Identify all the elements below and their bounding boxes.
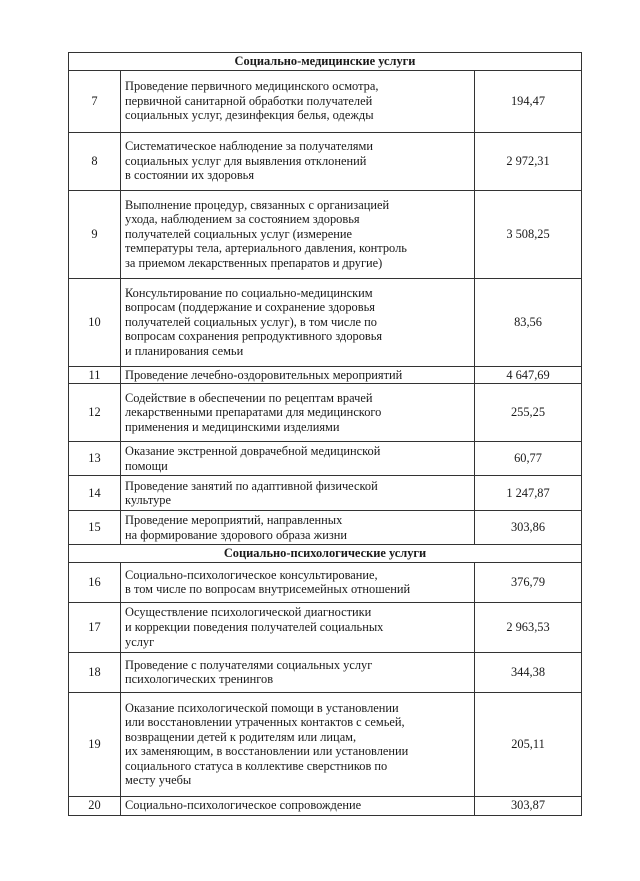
table-row xyxy=(69,190,582,278)
price-cell: 83,56 xyxy=(475,278,582,366)
row-number-cell: 19 xyxy=(69,692,121,796)
table-row xyxy=(69,602,582,652)
service-description-cell: Содействие в обеспечении по рецептам врачей лекарственными препаратами для медицинского применения и медицинскими изделиями xyxy=(121,384,475,442)
price-cell: 344,38 xyxy=(475,652,582,692)
table-row xyxy=(69,652,582,692)
table-row xyxy=(69,692,582,796)
services-table-body xyxy=(69,53,582,816)
service-description-cell: Оказание психологической помощи в установлении или восстановлении утраченных контактов с семьей, возвращении детей к родителям или лицам, их заменяющим, в восстановлении или установлении социального статуса в коллективе сверстников по месту учебы xyxy=(121,692,475,796)
table-row xyxy=(69,511,582,545)
table-row xyxy=(69,132,582,190)
price-cell: 2 972,31 xyxy=(475,132,582,190)
service-description-cell: Проведение с получателями социальных услуг психологических тренингов xyxy=(121,652,475,692)
row-number-cell: 9 xyxy=(69,190,121,278)
table-row xyxy=(69,796,582,815)
row-number-cell: 12 xyxy=(69,384,121,442)
price-cell: 194,47 xyxy=(475,70,582,132)
section-header-row xyxy=(69,53,582,71)
row-number-cell: 20 xyxy=(69,796,121,815)
table-row xyxy=(69,476,582,511)
table-row xyxy=(69,70,582,132)
table-row xyxy=(69,366,582,384)
price-cell: 205,11 xyxy=(475,692,582,796)
price-cell: 255,25 xyxy=(475,384,582,442)
row-number-cell: 7 xyxy=(69,70,121,132)
row-number-cell: 17 xyxy=(69,602,121,652)
row-number-cell: 15 xyxy=(69,511,121,545)
row-number-cell: 11 xyxy=(69,366,121,384)
row-number-cell: 18 xyxy=(69,652,121,692)
section-header-row xyxy=(69,545,582,563)
service-description-cell: Проведение первичного медицинского осмотра, первичной санитарной обработки получателей социальных услуг, дезинфекция белья, одежды xyxy=(121,70,475,132)
service-description-cell: Социально-психологическое сопровождение xyxy=(121,796,475,815)
price-cell: 303,87 xyxy=(475,796,582,815)
row-number-cell: 10 xyxy=(69,278,121,366)
table-row xyxy=(69,278,582,366)
service-description-cell: Проведение мероприятий, направленных на формирование здорового образа жизни xyxy=(121,511,475,545)
service-description-cell: Социально-психологическое консультирование, в том числе по вопросам внутрисемейных отношений xyxy=(121,562,475,602)
price-cell: 60,77 xyxy=(475,442,582,476)
service-description-cell: Проведение занятий по адаптивной физической культуре xyxy=(121,476,475,511)
row-number-cell: 14 xyxy=(69,476,121,511)
price-cell: 3 508,25 xyxy=(475,190,582,278)
service-description-cell: Консультирование по социально-медицинским вопросам (поддержание и сохранение здоровья получателей социальных услуг), в том числе по вопросам сохранения репродуктивного здоровья и планирования семьи xyxy=(121,278,475,366)
section-title: Социально-психологические услуги xyxy=(69,545,582,563)
service-description-cell: Осуществление психологической диагностики и коррекции поведения получателей социальных услуг xyxy=(121,602,475,652)
price-cell: 376,79 xyxy=(475,562,582,602)
table-row xyxy=(69,384,582,442)
price-cell: 4 647,69 xyxy=(475,366,582,384)
service-description-cell: Проведение лечебно-оздоровительных мероприятий xyxy=(121,366,475,384)
price-cell: 2 963,53 xyxy=(475,602,582,652)
table-row xyxy=(69,562,582,602)
service-description-cell: Оказание экстренной доврачебной медицинской помощи xyxy=(121,442,475,476)
price-cell: 303,86 xyxy=(475,511,582,545)
service-description-cell: Систематическое наблюдение за получателями социальных услуг для выявления отклонений в состоянии их здоровья xyxy=(121,132,475,190)
row-number-cell: 16 xyxy=(69,562,121,602)
section-title: Социально-медицинские услуги xyxy=(69,53,582,71)
table-row xyxy=(69,442,582,476)
services-price-table xyxy=(68,52,582,816)
service-description-cell: Выполнение процедур, связанных с организацией ухода, наблюдением за состоянием здоровья получателей социальных услуг (измерение температуры тела, артериального давления, контроль за приемом лекарственных препаратов и другие) xyxy=(121,190,475,278)
row-number-cell: 8 xyxy=(69,132,121,190)
price-cell: 1 247,87 xyxy=(475,476,582,511)
row-number-cell: 13 xyxy=(69,442,121,476)
